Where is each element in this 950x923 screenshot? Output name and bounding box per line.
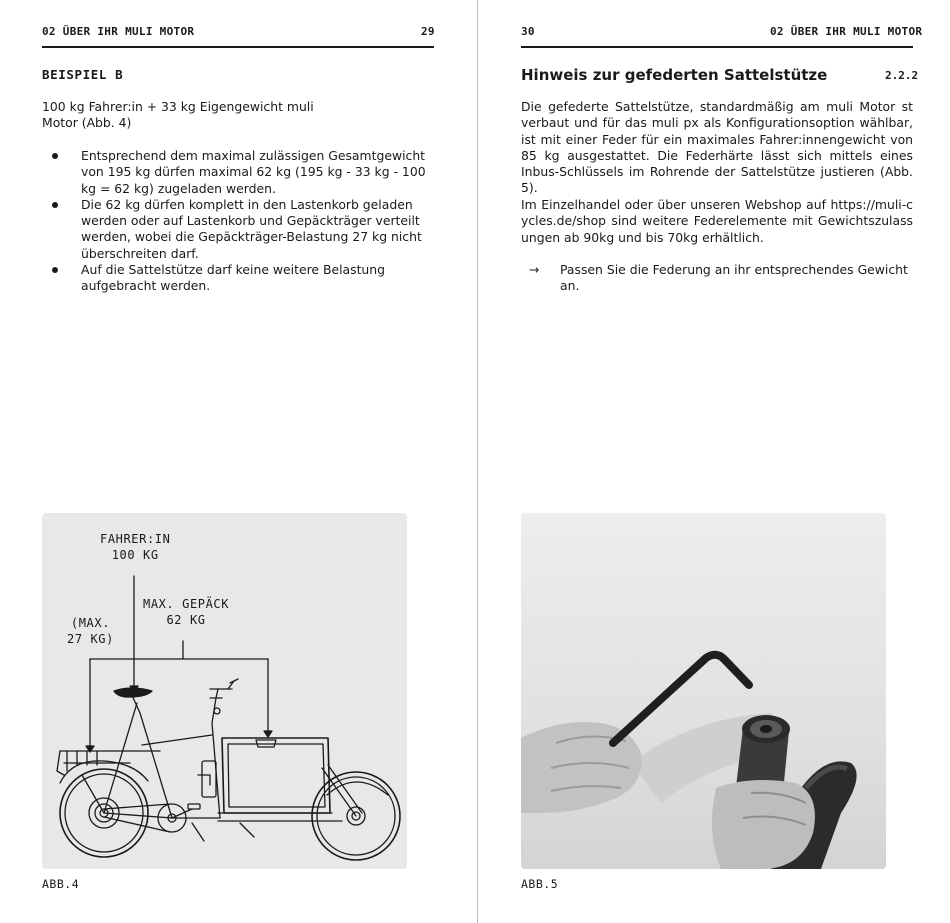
- list-item: Entsprechend dem maximal zulässigen Gesamtgewicht von 195 kg dürfen maximal 62 kg (195 kg - 33 kg - 100 kg = 62 kg) zugeladen werden.: [42, 148, 434, 197]
- seatpost-photo-drawing: [521, 513, 886, 869]
- list-item: Die 62 kg dürfen komplett in den Lastenkorb geladen werden oder auf Lastenkorb und Gepäckträger verteilt werden, wobei die Gepäckträger-Belastung 27 kg nicht überschreiten darf.: [42, 197, 434, 262]
- label-rack-weight: (MAX. 27 KG): [67, 616, 114, 646]
- page-number: 30: [521, 25, 535, 38]
- right-page: [478, 0, 950, 923]
- paragraph-seatpost: Die gefederte Sattelstütze, standardmäßig am muli Motor st verbaut und für das muli px als Konfigurationsoption wählbar, ist mit einer Feder für ein maximales Fahrer:innengewicht von 85 kg ausgestattet. Die Federhärte lässt sich mittels eines Inbus-Schlüssels im Rohrende der Sattelstütze justieren (Abb. 5).: [521, 99, 913, 196]
- section-number: 2.2.2: [885, 69, 919, 82]
- header-rule: [521, 46, 913, 48]
- running-header-title: 02 ÜBER IHR MULI MOTOR: [42, 25, 195, 38]
- instruction-text: Passen Sie die Federung an ihr entsprechendes Gewicht an.: [560, 262, 908, 294]
- running-header-title: 02 ÜBER IHR MULI MOTOR: [770, 25, 923, 38]
- bullet-list: [42, 148, 434, 295]
- label-cargo-weight: MAX. GEPÄCK 62 KG: [143, 597, 230, 627]
- section-title: Hinweis zur gefederten Sattelstütze: [521, 66, 828, 84]
- section-title: BEISPIEL B: [42, 67, 124, 82]
- figure-caption: ABB.4: [42, 877, 80, 891]
- label-rider-weight: FAHRER:IN 100 KG: [100, 532, 171, 562]
- page-number: 29: [421, 25, 435, 38]
- paragraph-webshop: Im Einzelhandel oder über unseren Webshop auf https://muli-cycles.de/shop sind weitere Federelemente mit Gewichtszulassungen ab 90kg und bis 70kg erhältlich.: [521, 197, 913, 245]
- intro-text: 100 kg Fahrer:in + 33 kg Eigengewicht muli Motor (Abb. 4): [42, 99, 314, 131]
- figure-seatpost-photo: [521, 513, 886, 869]
- arrow-icon: →: [529, 262, 540, 277]
- header-rule: [42, 46, 434, 48]
- list-item: Auf die Sattelstütze darf keine weitere Belastung aufgebracht werden.: [42, 262, 434, 295]
- cargo-bike-drawing: [42, 513, 407, 869]
- figure-caption: ABB.5: [521, 877, 559, 891]
- figure-cargo-bike: [42, 513, 407, 869]
